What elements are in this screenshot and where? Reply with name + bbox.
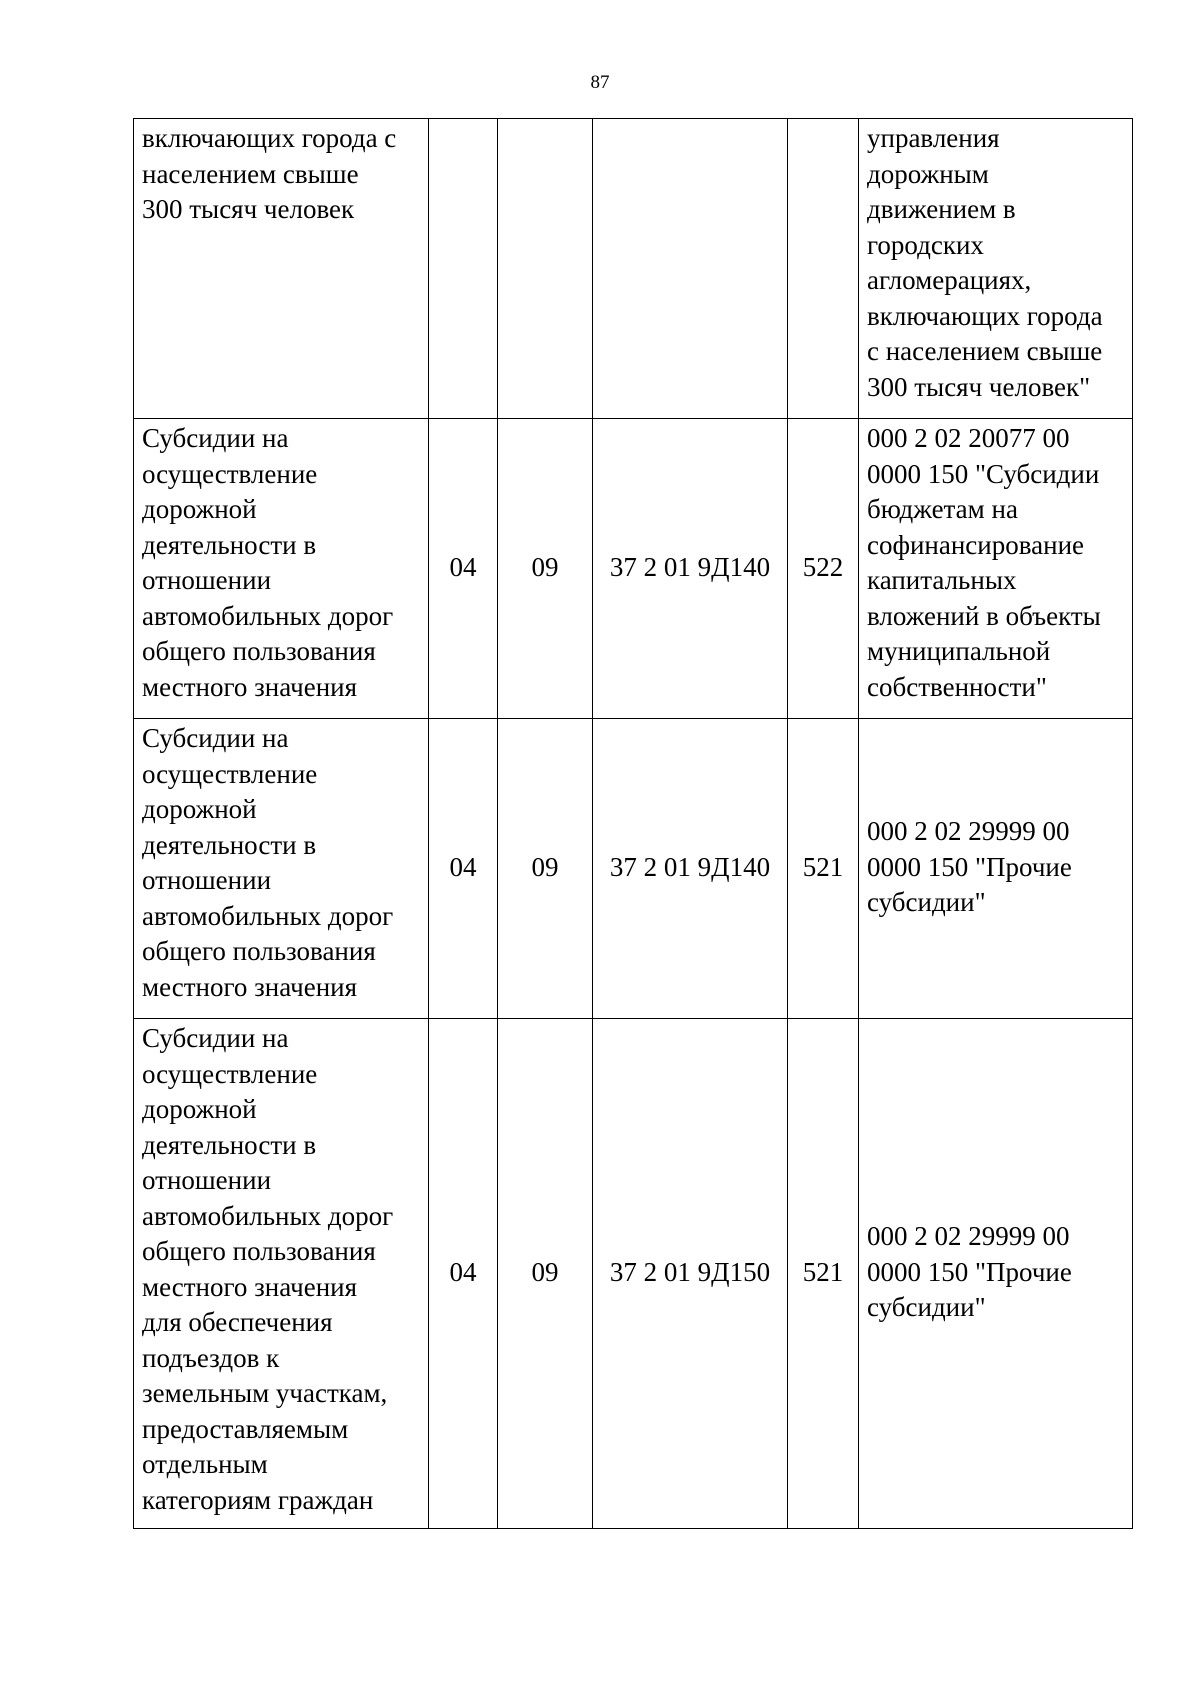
cell-podrazdel (498, 119, 593, 419)
cell-vr: 521 (788, 719, 859, 1019)
cell-csr: 37 2 01 9Д150 (593, 1019, 788, 1529)
row-description: Субсидии на осуществление дорожной деятельности в отношении автомобильных дорог общего пользования местного значения (134, 419, 429, 719)
cell-razdel (429, 119, 498, 419)
cell-podrazdel: 09 (498, 1019, 593, 1529)
cell-razdel: 04 (429, 1019, 498, 1529)
cell-vr: 522 (788, 419, 859, 719)
budget-table (133, 118, 1133, 1529)
cell-podrazdel: 09 (498, 719, 593, 1019)
cell-vr (788, 119, 859, 419)
row-description: включающих города с населением свыше 300 тысяч человек (134, 119, 429, 419)
row-note: управления дорожным движением в городских агломерациях, включающих города с населением свыше 300 тысяч человек" (859, 119, 1133, 419)
row-note: 000 2 02 29999 00 0000 150 "Прочие субсидии" (859, 1019, 1133, 1529)
cell-razdel: 04 (429, 719, 498, 1019)
row-description: Субсидии на осуществление дорожной деятельности в отношении автомобильных дорог общего пользования местного значения (134, 719, 429, 1019)
row-note: 000 2 02 20077 00 0000 150 "Субсидии бюджетам на софинансирование капитальных вложений в объекты муниципальной собственности" (859, 419, 1133, 719)
cell-podrazdel: 09 (498, 419, 593, 719)
cell-csr (593, 119, 788, 419)
table-row (134, 1019, 1133, 1529)
page-number: 87 (590, 72, 610, 93)
table-row (134, 719, 1133, 1019)
cell-vr: 521 (788, 1019, 859, 1529)
table-row (134, 119, 1133, 419)
row-description: Субсидии на осуществление дорожной деятельности в отношении автомобильных дорог общего пользования местного значения для обеспечения подъездов к земельным участкам, предоставляемым отдельным категориям граждан (134, 1019, 429, 1529)
cell-csr: 37 2 01 9Д140 (593, 419, 788, 719)
cell-csr: 37 2 01 9Д140 (593, 719, 788, 1019)
table-row (134, 419, 1133, 719)
cell-razdel: 04 (429, 419, 498, 719)
row-note: 000 2 02 29999 00 0000 150 "Прочие субсидии" (859, 719, 1133, 1019)
